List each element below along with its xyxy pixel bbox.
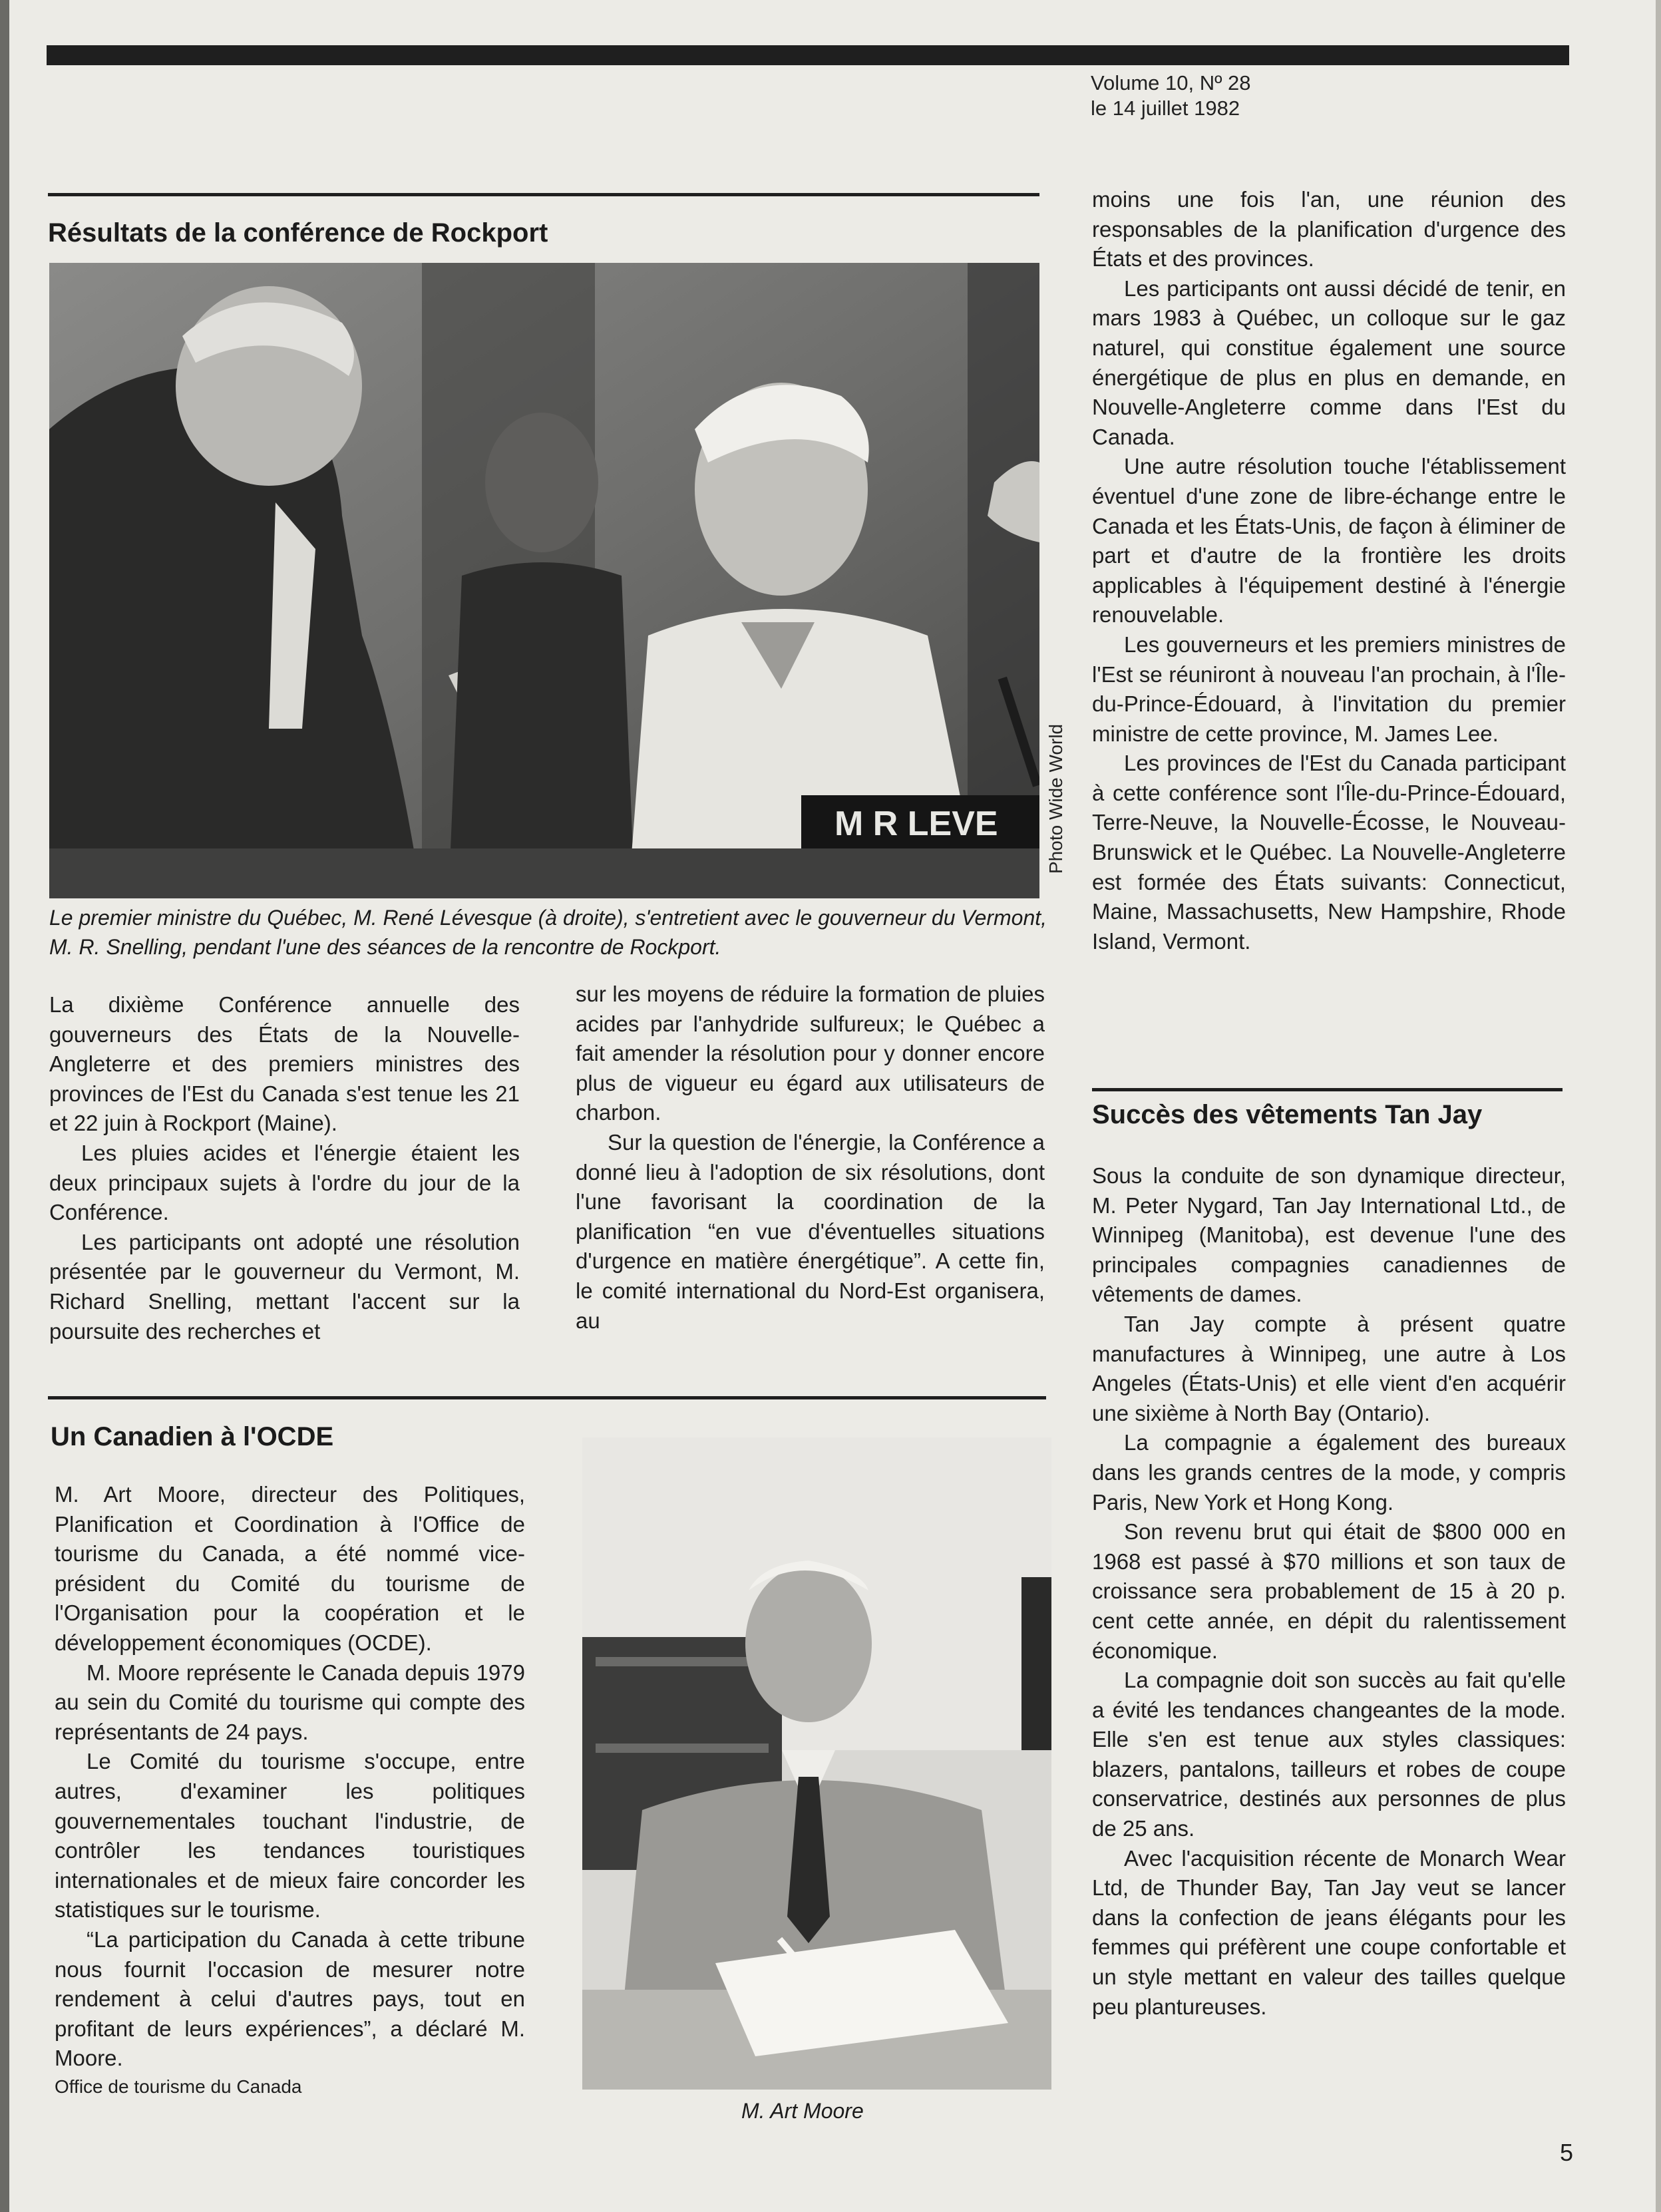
issue-date: le 14 juillet 1982 (1091, 96, 1240, 120)
paragraph: Avec l'acquisition récente de Monarch Wear Ltd, de Thunder Bay, Tan Jay veut se lancer dans la confection de jeans élégants pour les femmes qui préfèrent une coupe confortable et un style mettant en valeur des tailles quelque peu plantureuses. (1092, 1845, 1566, 2019)
photo-caption-moore: M. Art Moore (741, 2099, 864, 2123)
binding-edge (0, 0, 9, 2212)
masthead (1091, 71, 1251, 121)
rockport-column-1 (49, 990, 520, 1346)
section-rule-ocde (48, 1396, 1046, 1399)
name-plate-text: M R LEVE (834, 805, 998, 843)
paragraph: Les gouverneurs et les premiers ministres de l'Est se réuniront à nouveau l'an prochain, à l'Île-du-Prince-Édouard, à l'invitation du premier ministre de cette province, M. James Lee. (1092, 632, 1566, 746)
paragraph: M. Moore représente le Canada depuis 1979 au sein du Comité du tourisme qui compte des représentants de 24 pays. (55, 1660, 525, 1744)
byline-ocde: Office de tourisme du Canada (55, 2076, 302, 2097)
paragraph: Les provinces de l'Est du Canada participant à cette conférence sont l'Île-du-Prince-Édouard, Terre-Neuve, la Nouvelle-Écosse, le Nouveau-Brunswick et le Québec. La Nouvelle-Angleterre est formée des États suivants: Connecticut, Maine, Massachusetts, New Hampshire, Rhode Island, Vermont. (1092, 751, 1566, 954)
paragraph: Son revenu brut qui était de $800 000 en 1968 est passé à $70 millions et son taux de croissance sera probablement de 15 à 20 p. cent cette année, en dépit du ralentissement économique. (1092, 1519, 1566, 1663)
paragraph: Les pluies acides et l'énergie étaient les deux principaux sujets à l'ordre du jour de la Conférence. (49, 1140, 520, 1225)
paragraph: Sous la conduite de son dynamique directeur, M. Peter Nygard, Tan Jay International Ltd., de Winnipeg (Manitoba), est devenue l'une des principales compagnies canadiennes de vêtements de dames. (1092, 1163, 1566, 1307)
section-rule-tanjay (1092, 1088, 1563, 1091)
paragraph: Sur la question de l'énergie, la Conférence a donné lieu à l'adoption de six résolutions, dont l'une favorisant la coordination de la planification “en vue d'éventuelles situations d'urgence en matière énergétique”. A cette fin, le comité international du Nord-Est organisera, au (576, 1129, 1045, 1333)
paragraph: sur les moyens de réduire la formation de pluies acides par l'anhydride sulfureux; le Québec a fait amender la résolution pour y donner encore plus de vigueur eu égard aux utilisateurs de charbon. (576, 982, 1045, 1125)
top-rule-bar (47, 45, 1569, 65)
paragraph: Le Comité du tourisme s'occupe, entre autres, d'examiner les politiques gouvernementales touchant l'industrie, de contrôler les tendances touristiques internationales et de mieux faire concorder les statistiques sur le tourisme. (55, 1749, 525, 1923)
ocde-column (55, 1480, 525, 2100)
paragraph: La compagnie doit son succès au fait qu'elle a évité les tendances changeantes de la mode. Elle s'en est tenue aux styles classiques: blazers, pantalons, tailleurs et robes de coupe conservatrice, destinés aux personnes de plus de 25 ans. (1092, 1668, 1566, 1841)
paragraph: Les participants ont aussi décidé de tenir, en mars 1983 à Québec, un colloque sur le gaz naturel, qui constitue également une source énergétique de plus en plus en demande, en Nouvelle-Angleterre comme dans l'Est du Canada. (1092, 276, 1566, 449)
paragraph: Tan Jay compte à présent quatre manufactures à Winnipeg, une autre à Los Angeles (États-Unis) et elle vient d'en acquérir une sixième à North Bay (Ontario). (1092, 1311, 1566, 1425)
photo-art-moore (582, 1437, 1051, 2090)
volume-number: Volume 10, Nº 28 (1091, 71, 1251, 94)
paragraph: moins une fois l'an, une réunion des responsables de la planification d'urgence des États et des provinces. (1092, 187, 1566, 272)
paragraph: La dixième Conférence annuelle des gouverneurs des États de la Nouvelle-Angleterre et des premiers ministres des provinces de l'Est du Canada s'est tenue les 21 et 22 juin à Rockport (Maine). (49, 992, 520, 1136)
page-edge-right (1656, 0, 1661, 2212)
photo-credit: Photo Wide World (1045, 723, 1066, 874)
headline-tanjay: Succès des vêtements Tan Jay (1092, 1100, 1483, 1129)
tanjay-column (1092, 1161, 1566, 2022)
page-number: 5 (1560, 2139, 1574, 2166)
photo-caption-rockport: Le premier ministre du Québec, M. René Lévesque (à droite), s'entretient avec le gouverneur du Vermont, M. R. Snelling, pendant l'une des séances de la rencontre de Rockport. (49, 906, 1047, 959)
photo-conference (49, 263, 1039, 898)
paragraph: Une autre résolution touche l'établissement éventuel d'une zone de libre-échange entre le Canada et les États-Unis, de façon à éliminer de part et d'autre de la frontière les droits applicables à l'équipement destiné à l'énergie renouvelable. (1092, 454, 1566, 628)
paragraph: Les participants ont adopté une résolution présentée par le gouverneur du Vermont, M. Richard Snelling, mettant l'accent sur la poursuite des recherches et (49, 1229, 520, 1344)
paragraph: M. Art Moore, directeur des Politiques, Planification et Coordination à l'Office de tourisme du Canada, a été nommé vice-président du Comité du tourisme de l'Organisation pour la coopération et le développement économiques (OCDE). (55, 1482, 525, 1655)
section-rule-rockport (48, 193, 1039, 196)
rockport-column-3 (1092, 185, 1566, 956)
headline-rockport: Résultats de la conférence de Rockport (48, 218, 548, 248)
paragraph: “La participation du Canada à cette tribune nous fournit l'occasion de mesurer notre rendement à celui d'autres pays, tout en profitant de leurs expériences”, a déclaré M. Moore. (55, 1927, 525, 2071)
rockport-column-2 (576, 980, 1045, 1336)
paragraph: La compagnie a également des bureaux dans les grands centres de la mode, y compris Paris, New York et Hong Kong. (1092, 1430, 1566, 1515)
headline-ocde: Un Canadien à l'OCDE (51, 1422, 334, 1451)
